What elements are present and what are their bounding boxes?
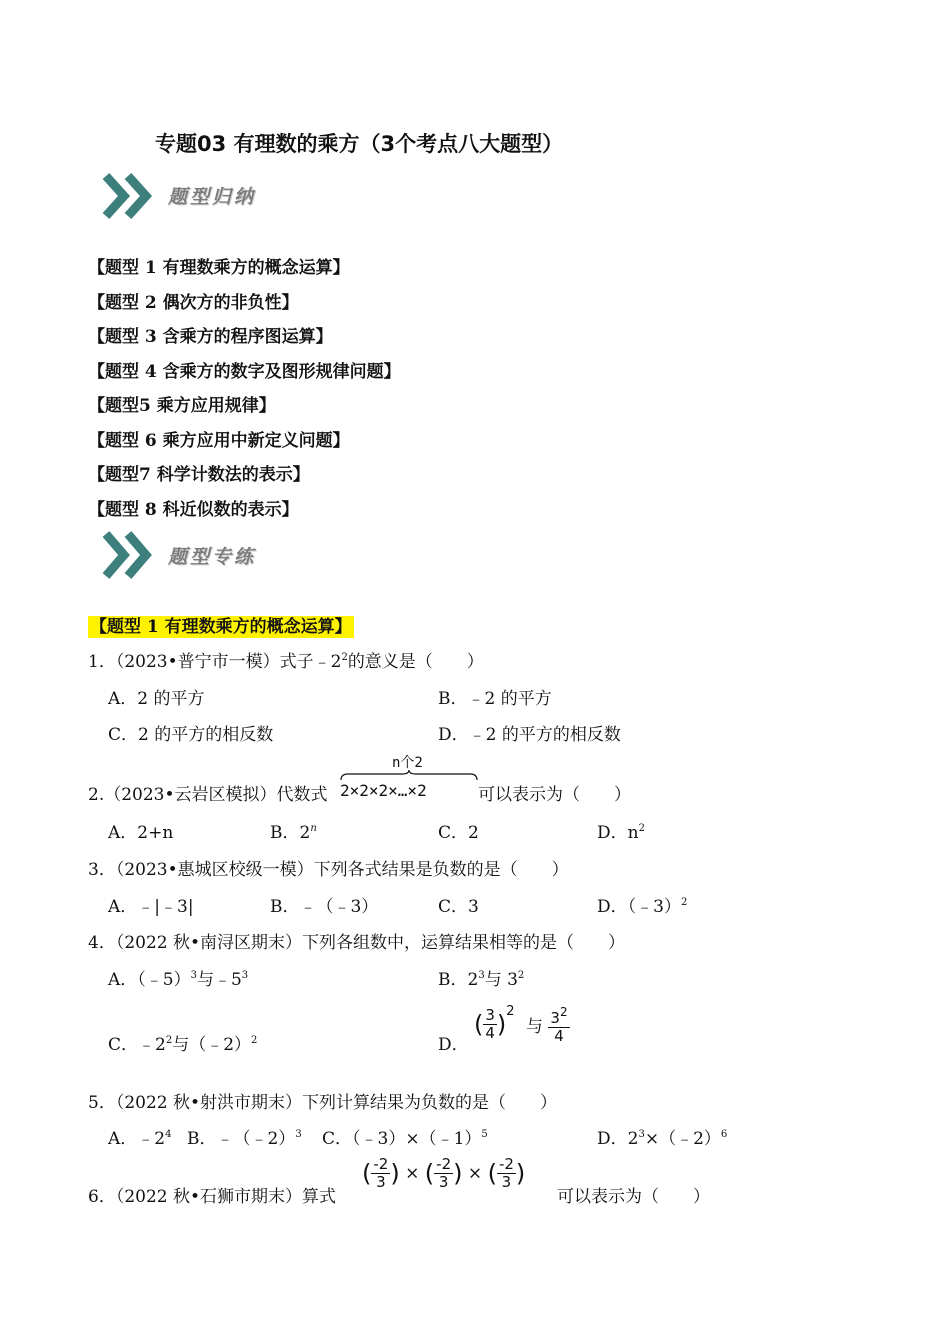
q1-option-c[interactable]: C．2 的平方的相反数 [108, 725, 274, 745]
q6-fraction-1 [371, 1156, 390, 1191]
q2-brace-body: 2×2×2×…×2 [340, 781, 427, 800]
q6-fraction-2 [434, 1156, 453, 1191]
banner-summary-label: 题型归纳 [168, 186, 257, 208]
double-chevron-icon [100, 172, 160, 220]
q1-option-a[interactable]: A．2 的平方 [108, 689, 205, 709]
q4-d-num2-exp: 2 [559, 1005, 568, 1019]
question-3-stem: 3．（2023•惠城区校级一模）下列各式结果是负数的是（ ） [88, 860, 569, 880]
q2-d-base: D．n [597, 823, 639, 843]
q1-option-d[interactable]: D．﹣2 的平方的相反数 [438, 725, 621, 745]
q4-b-exp1: 3 [478, 970, 485, 981]
category-8: 【题型 8 科近似数的表示】 [88, 500, 299, 520]
q3-d-base: D．（﹣3） [597, 897, 681, 917]
times-sign: × [405, 1163, 420, 1184]
question-6-stem-pre: 6．（2022 秋•石狮市期末）算式 [88, 1187, 337, 1207]
q6-num-1: 2 [378, 1155, 389, 1173]
q4-option-d-label[interactable]: D． [438, 1035, 469, 1055]
paren-left: ( [424, 1159, 435, 1188]
q5-d-exp1: 3 [638, 1129, 645, 1140]
q4-option-c[interactable] [108, 1030, 257, 1055]
question-1-stem [88, 647, 484, 672]
q6-neg-3: - [498, 1155, 505, 1173]
times-sign: × [467, 1163, 483, 1184]
category-5: 【题型5 乘方应用规律】 [88, 396, 276, 416]
q4-option-d-math[interactable] [474, 1004, 570, 1050]
q5-c-exp: 5 [481, 1129, 488, 1140]
question-4-stem: 4．（2022 秋•南浔区期末）下列各组数中，运算结果相等的是（ ） [88, 933, 626, 953]
q6-num-2-wrap [434, 1156, 453, 1174]
q4-c-exp2: 2 [251, 1035, 258, 1046]
category-1: 【题型 1 有理数乘方的概念运算】 [88, 258, 350, 278]
category-6: 【题型 6 乘方应用中新定义问题】 [88, 431, 350, 451]
q6-den-3: 3 [501, 1173, 512, 1191]
q6-den-2: 3 [438, 1173, 449, 1191]
section-heading-text: 【题型 1 有理数乘方的概念运算】 [90, 617, 352, 637]
q2-option-b[interactable] [270, 818, 317, 843]
q4-b-exp2: 2 [517, 970, 525, 981]
q4-a-exp2: 3 [241, 970, 249, 981]
q2-brace-label: n个2 [392, 755, 423, 771]
q6-den-1: 3 [376, 1173, 386, 1191]
q2-overbrace-expression [340, 752, 478, 802]
category-3: 【题型 3 含乘方的程序图运算】 [88, 327, 333, 347]
paren-right: ) [515, 1159, 526, 1188]
question-2-stem-pre: 2.（2023•云岩区模拟）代数式 [88, 785, 328, 805]
q6-num-1-wrap [371, 1156, 390, 1174]
category-4: 【题型 4 含乘方的数字及图形规律问题】 [88, 362, 401, 382]
q3-option-a[interactable]: A．﹣|﹣3| [108, 897, 194, 917]
q6-neg-1: - [373, 1155, 379, 1173]
q2-option-d[interactable] [597, 818, 645, 843]
q4-option-a[interactable] [108, 965, 248, 990]
q4-d-den2: 4 [554, 1027, 564, 1045]
banner-practice [100, 530, 300, 582]
q4-d-mid: 与 [525, 1017, 543, 1037]
paren-right: ) [453, 1159, 463, 1188]
q6-expression [362, 1156, 525, 1202]
q4-d-num2: 3 [550, 1009, 560, 1027]
q4-d-fraction1 [483, 1007, 497, 1042]
question-2-stem-post: 可以表示为（ ） [478, 785, 631, 805]
q4-d-fraction2 [548, 1004, 569, 1045]
q6-fraction-3 [497, 1156, 516, 1191]
q5-d-part1: D．2 [597, 1129, 639, 1149]
q3-option-c[interactable]: C．3 [438, 897, 479, 917]
q4-b-part2: 与 3 [484, 970, 518, 990]
q6-neg-2: - [436, 1155, 442, 1173]
q1-stem-pre: 1．（2023•普宁市一模）式子﹣2 [88, 652, 342, 672]
q4-b-part1: B．2 [438, 970, 479, 990]
q4-a-part1: A．（﹣5） [108, 970, 191, 990]
q4-c-part1: C．﹣2 [108, 1035, 166, 1055]
paren-left: ( [362, 1159, 372, 1188]
q1-option-b[interactable]: B．﹣2 的平方 [438, 689, 552, 709]
q3-option-b[interactable]: B．﹣（﹣3） [270, 897, 379, 917]
q5-a-exp: 4 [165, 1129, 172, 1140]
q3-d-exp: 2 [680, 897, 688, 908]
section-heading [88, 612, 354, 637]
q2-a-text: A．2+n [108, 823, 174, 843]
q1-stem-post: 的意义是（ ） [347, 652, 484, 672]
q6-num-3-wrap [497, 1156, 516, 1174]
category-7: 【题型7 科学计数法的表示】 [88, 465, 310, 485]
q2-option-c[interactable]: C．2 [438, 823, 479, 843]
q5-option-c[interactable] [322, 1124, 488, 1149]
paren-left: ( [487, 1159, 497, 1188]
q4-d-exp1: 2 [506, 1004, 515, 1019]
q5-option-a[interactable] [108, 1124, 171, 1149]
paren-left: ( [474, 1010, 484, 1039]
q4-a-part2: 与﹣5 [196, 970, 242, 990]
q5-d-exp2: 6 [720, 1129, 728, 1140]
page-title: 专题03 有理数的乘方（3个考点八大题型） [155, 132, 564, 156]
q2-d-exp: 2 [638, 823, 645, 834]
q4-c-part2: 与（﹣2） [172, 1035, 252, 1055]
banner-practice-label: 题型专练 [168, 546, 257, 568]
paren-right: ) [390, 1159, 400, 1188]
q4-a-exp1: 3 [190, 970, 197, 981]
banner-summary [100, 172, 300, 224]
double-chevron-icon [100, 530, 160, 580]
q4-c-exp1: 2 [165, 1035, 173, 1046]
q2-b-exp: n [310, 823, 317, 834]
q5-option-b[interactable] [187, 1124, 302, 1149]
q4-d-num1: 3 [485, 1006, 495, 1024]
q3-option-d[interactable] [597, 892, 687, 917]
overbrace-icon [340, 769, 478, 781]
paren-right: ) [496, 1010, 507, 1039]
question-5-stem: 5．（2022 秋•射洪市期末）下列计算结果为负数的是（ ） [88, 1093, 558, 1113]
q5-d-part2: ×（﹣2） [644, 1129, 721, 1149]
category-2: 【题型 2 偶次方的非负性】 [88, 293, 299, 313]
q4-d-den1: 4 [485, 1024, 495, 1042]
q5-option-d[interactable] [597, 1124, 727, 1149]
q4-d-num2-wrap [548, 1004, 569, 1028]
q4-option-b[interactable] [438, 965, 524, 990]
q5-b-part: B．﹣（﹣2） [187, 1129, 296, 1149]
question-6-stem-post: 可以表示为（ ） [557, 1187, 710, 1207]
q2-b-base: B．2 [270, 823, 311, 843]
q2-option-a[interactable] [108, 818, 173, 843]
q5-b-exp: 3 [295, 1129, 302, 1140]
q5-c-part: C．（﹣3）×（﹣1） [322, 1129, 482, 1149]
q5-a-part: A．﹣2 [108, 1129, 166, 1149]
q6-num-3: 2 [504, 1155, 514, 1173]
q1-exp: 2 [341, 652, 348, 663]
q6-num-2: 2 [441, 1155, 452, 1173]
